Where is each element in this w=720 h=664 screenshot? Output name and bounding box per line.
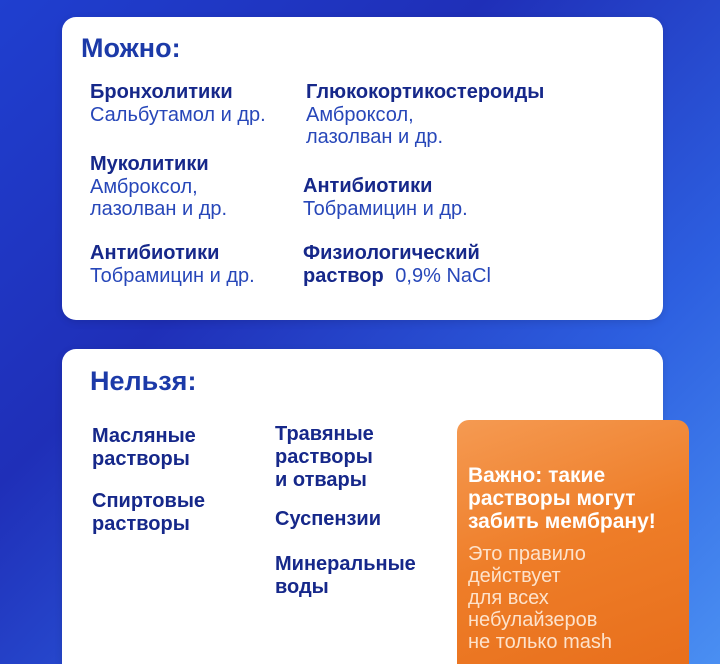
allowed-item-sub: Амброксол, лазолван и др. [306,104,444,148]
allowed-item-antibiotics-left [90,242,255,287]
allowed-card [62,17,663,320]
allowed-item-title: Антибиотики [90,242,220,264]
allowed-item-antibiotics-right [303,175,468,220]
allowed-item-title: Антибиотики [303,175,433,197]
allowed-item-sub: Тобрамицин и др. [90,265,255,287]
allowed-item-sub: Сальбутамол и др. [90,104,266,126]
allowed-heading: Можно: [81,33,181,63]
allowed-item-title: Физиологический [303,242,480,264]
allowed-item-sub: Амброксол, лазолван и др. [90,176,228,220]
allowed-item-sub: 0,9% NaCl [395,265,491,287]
allowed-item-mucolytics [90,153,227,220]
forbidden-item-oil-solutions: Масляные растворы [92,425,196,470]
allowed-item-title-line2 [303,265,491,288]
note-title: Важно: такие растворы могут забить мембрану! [468,464,656,533]
forbidden-item-alcohol-solutions: Спиртовые растворы [92,490,206,535]
allowed-item-title: Муколитики [90,153,209,175]
allowed-item-sub: Тобрамицин и др. [303,198,468,220]
forbidden-item-mineral-water: Минеральные воды [275,553,416,598]
important-note [457,420,689,664]
allowed-item-title: Глюкокортикостероиды [306,81,545,103]
allowed-item-glucocorticosteroids [306,81,544,148]
note-text: Это правило действует для всех небулайзеров не только mash [468,543,612,653]
allowed-item-bronchodilators [90,81,266,126]
forbidden-item-suspensions: Суспензии [275,508,382,530]
allowed-item-title: Бронхолитики [90,81,233,103]
forbidden-item-herbal-solutions: Травяные растворы и отвары [275,423,374,491]
forbidden-heading: Нельзя: [90,366,197,396]
allowed-item-title2: раствор [303,265,384,287]
allowed-item-saline [303,242,491,288]
